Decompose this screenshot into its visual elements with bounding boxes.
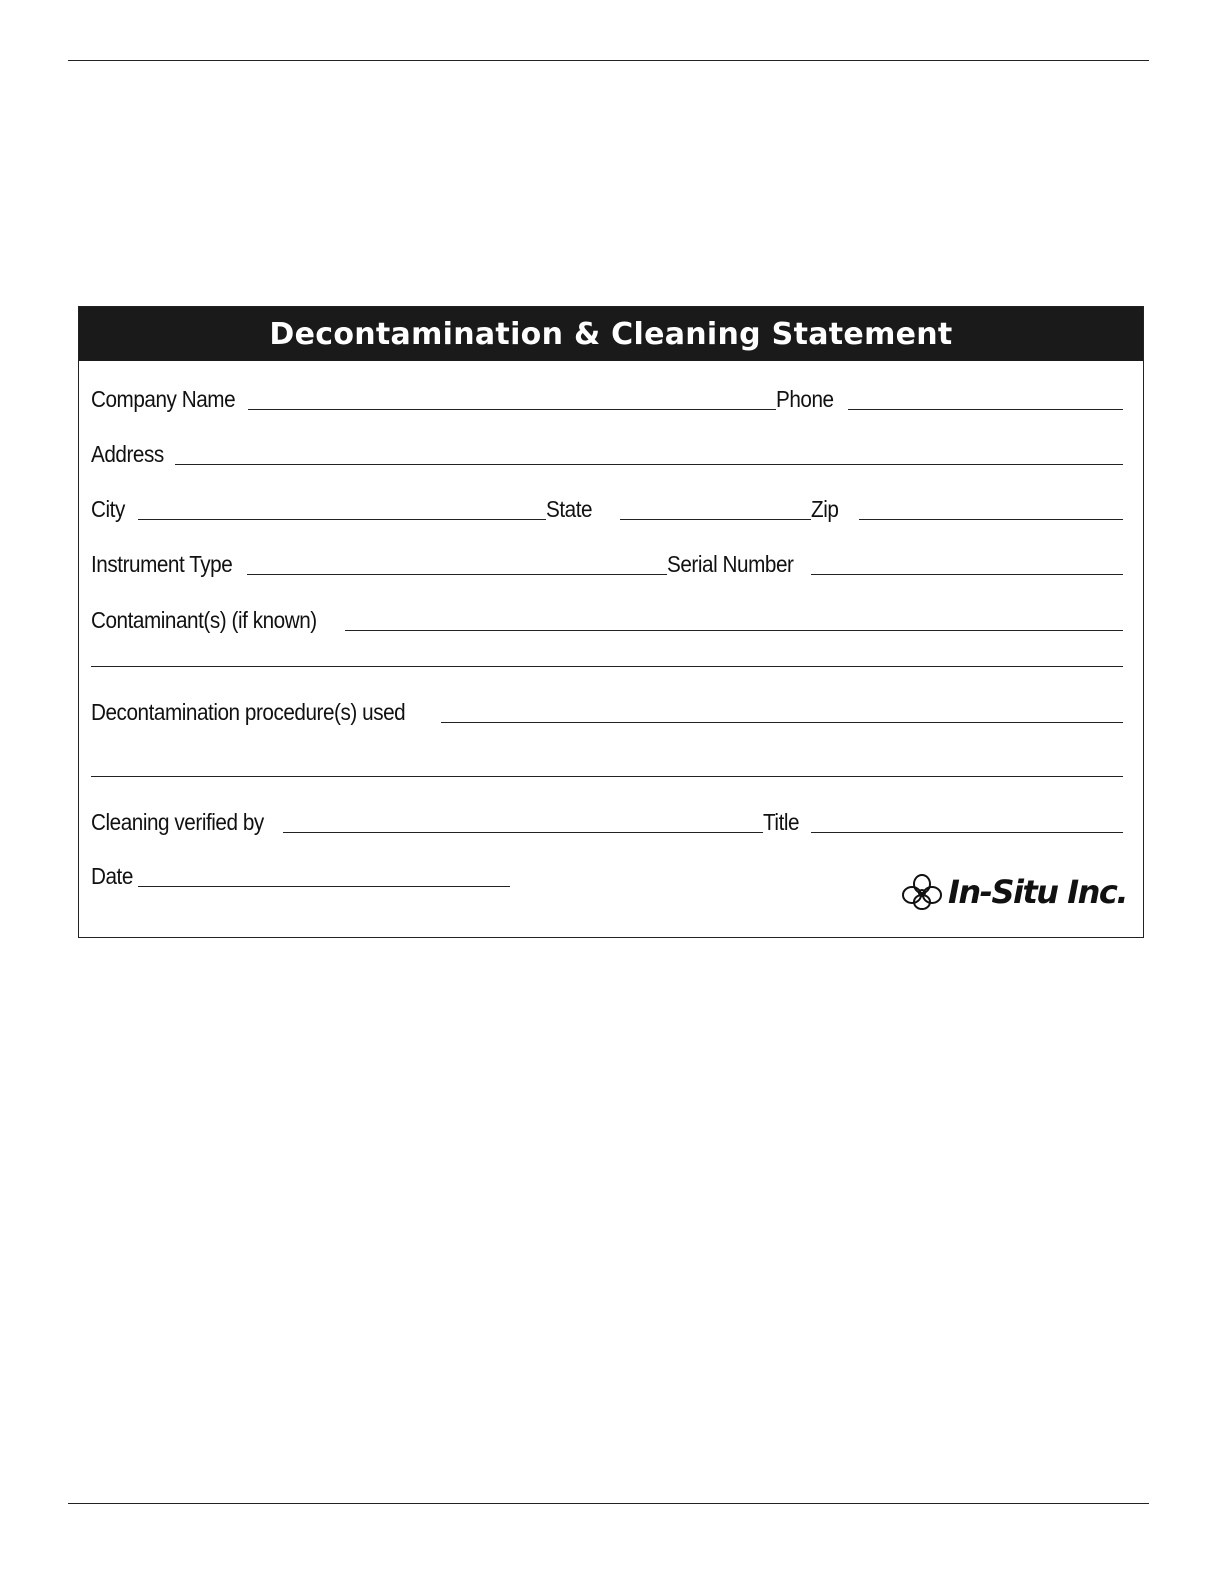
address-field[interactable] <box>175 464 1123 465</box>
title-field[interactable] <box>811 832 1123 833</box>
phone-field[interactable] <box>848 409 1123 410</box>
state-field[interactable] <box>620 519 811 520</box>
company-name-label: Company Name <box>91 386 236 412</box>
company-phone-row <box>91 379 1123 413</box>
date-field[interactable] <box>138 886 510 887</box>
decon-procedure-label: Decontamination procedure(s) used <box>91 699 406 725</box>
decontamination-form <box>78 306 1144 938</box>
cleaning-verified-by-label: Cleaning verified by <box>91 809 264 835</box>
instrument-type-field[interactable] <box>247 574 667 575</box>
contaminants-field-line-2[interactable] <box>91 666 1123 667</box>
decon-procedure-field[interactable] <box>441 722 1123 723</box>
serial-number-label: Serial Number <box>667 551 794 577</box>
city-state-zip-row <box>91 489 1123 523</box>
city-field[interactable] <box>138 519 546 520</box>
footer-rule <box>68 1503 1149 1504</box>
address-row <box>91 434 1123 468</box>
contaminants-label: Contaminant(s) (if known) <box>91 607 317 633</box>
form-title: Decontamination & Cleaning Statement <box>269 316 953 352</box>
address-label: Address <box>91 441 164 467</box>
verified-title-row <box>91 802 1123 836</box>
state-label: State <box>546 496 593 522</box>
in-situ-logo <box>900 873 1127 911</box>
decon-procedure-row <box>91 692 1123 726</box>
serial-number-field[interactable] <box>811 574 1123 575</box>
instrument-type-label: Instrument Type <box>91 551 233 577</box>
city-label: City <box>91 496 125 522</box>
contaminants-field[interactable] <box>345 630 1123 631</box>
contaminants-row <box>91 600 1123 634</box>
cleaning-verified-by-field[interactable] <box>283 832 763 833</box>
date-label: Date <box>91 863 133 889</box>
title-label: Title <box>763 809 800 835</box>
zip-field[interactable] <box>859 519 1123 520</box>
header-rule <box>68 60 1149 61</box>
company-name-field[interactable] <box>248 409 776 410</box>
in-situ-flower-logo-icon <box>900 873 944 911</box>
in-situ-logo-text: In-Situ Inc. <box>947 873 1127 911</box>
zip-label: Zip <box>811 496 839 522</box>
form-title-bar <box>79 307 1143 361</box>
phone-label: Phone <box>776 386 834 412</box>
decon-procedure-field-line-2[interactable] <box>91 776 1123 777</box>
instrument-serial-row <box>91 544 1123 578</box>
